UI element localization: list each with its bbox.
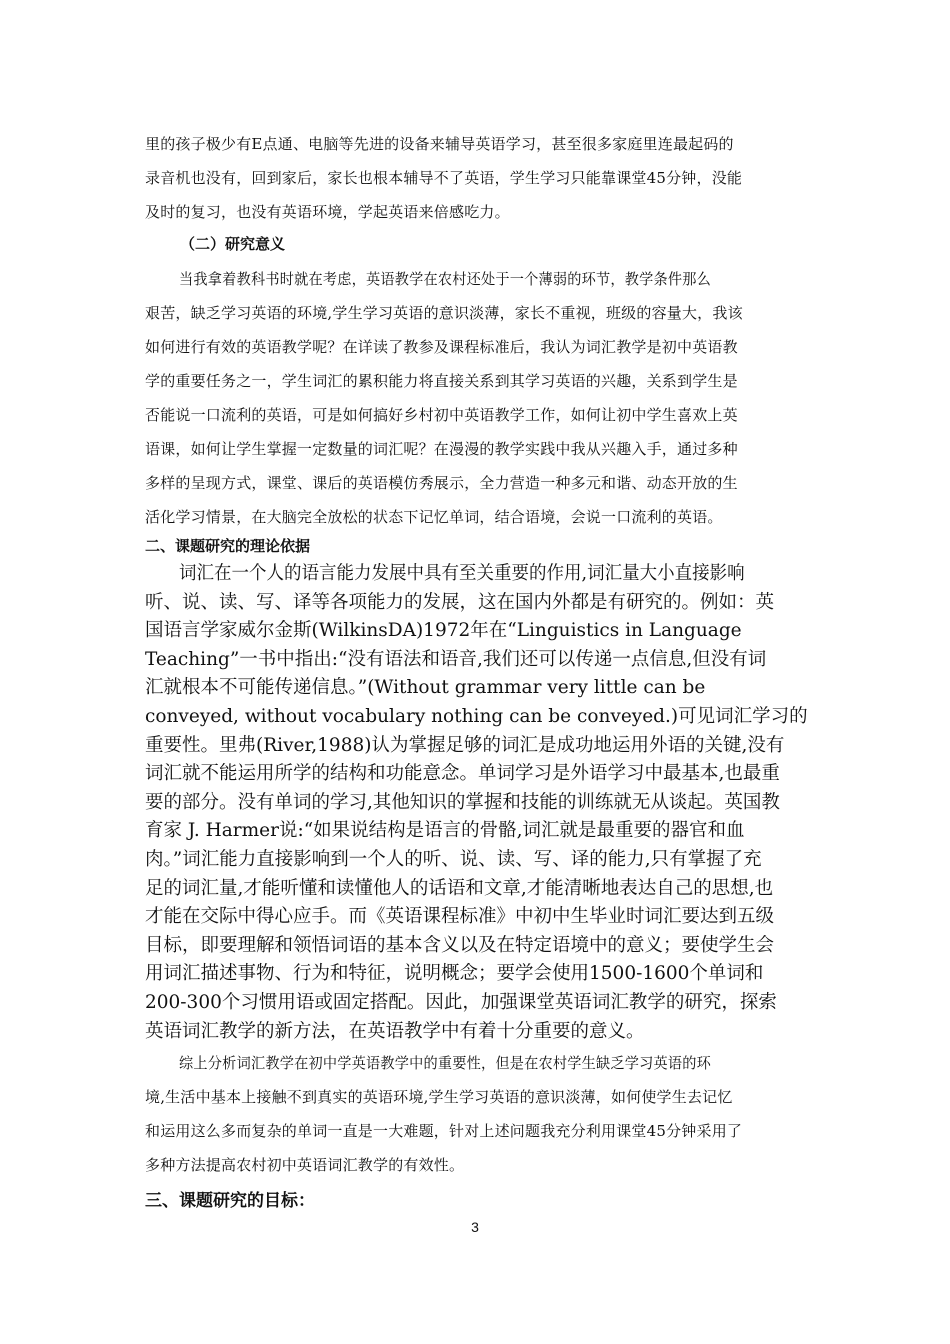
text-line: 多样的呈现方式，课堂、课后的英语模仿秀展示，全力营造一种多元和谐、动态开放的生 [145, 474, 738, 492]
text-line: 汇就根本不可能传递信息。”(Without grammar very little can be [145, 677, 706, 699]
text-line: 国语言学家威尔金斯(WilkinsDA)1972年在“Linguistics in Language [145, 620, 742, 642]
text-line: 活化学习情景，在大脑完全放松的状态下记忆单词，结合语境，会说一口流利的英语。 [145, 508, 723, 526]
text-line: 200-300个习惯用语或固定搭配。因此，加强课堂英语词汇教学的研究，探索 [145, 991, 777, 1013]
text-line: conveyed, without vocabulary nothing can be conveyed.)可见词汇学习的 [145, 705, 808, 727]
text-line: 词汇就不能运用所学的结构和功能意念。单词学习是外语学习中最基本,也最重 [145, 763, 780, 785]
summary-paragraph [145, 1046, 811, 1182]
text-line: 重要性。里弗(River,1988)认为掌握足够的词汇是成功地运用外语的关键,没有 [145, 734, 785, 756]
text-line: 才能在交际中得心应手。而《英语课程标准》中初中生毕业时词汇要达到五级 [145, 906, 775, 928]
text-line: 否能说一口流利的英语，可是如何搞好乡村初中英语教学工作，如何让初中学生喜欢上英 [145, 406, 738, 424]
text-line: 要的部分。没有单词的学习,其他知识的掌握和技能的训练就无从谈起。英国教 [145, 791, 780, 813]
significance-paragraph [145, 262, 811, 534]
text-line: 及时的复习，也没有英语环境，学起英语来倍感吃力。 [145, 203, 510, 221]
text-line: 多种方法提高农村初中英语词汇教学的有效性。 [145, 1156, 465, 1174]
text-line: 语课，如何让学生掌握一定数量的词汇呢？在漫漫的教学实践中我从兴趣入手，通过多种 [145, 440, 738, 458]
section-three-heading: 三、课题研究的目标： [145, 1191, 315, 1211]
text-line: 综上分析词汇教学在初中学英语教学中的重要性，但是在农村学生缺乏学习英语的环 [179, 1054, 712, 1072]
text-line: 境,生活中基本上接触不到真实的英语环境,学生学习英语的意识淡薄，如何使学生去记忆 [145, 1088, 733, 1106]
page-number: 3 [471, 1219, 479, 1235]
text-line: 育家 J. Harmer说:“如果说结构是语言的骨骼,词汇就是最重要的器官和血 [145, 820, 745, 842]
text-line: 和运用这么多而复杂的单词一直是一大难题，针对上述问题我充分利用课堂45分钟采用了 [145, 1122, 743, 1140]
text-line: 听、说、读、写、译等各项能力的发展，这在国内外都是有研究的。例如：英 [145, 591, 775, 613]
text-line: 词汇在一个人的语言能力发展中具有至关重要的作用,词汇量大小直接影响 [179, 563, 745, 584]
text-line: 足的词汇量,才能听懂和读懂他人的话语和文章,才能清晰地表达自己的思想,也 [145, 877, 774, 899]
text-line: 用词汇描述事物、行为和特征，说明概念；要学会使用1500-1600个单词和 [145, 963, 764, 985]
section-sub-heading: （二）研究意义 [180, 235, 286, 253]
text-line: 英语词汇教学的新方法，在英语教学中有着十分重要的意义。 [145, 1020, 645, 1042]
text-line: 里的孩子极少有E点通、电脑等先进的设备来辅导英语学习，甚至很多家庭里连最起码的 [145, 135, 734, 153]
text-line: 当我拿着教科书时就在考虑，英语教学在农村还处于一个薄弱的环节，教学条件那么 [179, 270, 712, 288]
text-line: Teaching”一书中指出:“没有语法和语音,我们还可以传递一点信息,但没有词 [145, 648, 767, 670]
text-line: 目标，即要理解和领悟词语的基本含义以及在特定语境中的意义；要使学生会 [145, 934, 775, 956]
text-line: 如何进行有效的英语教学呢？在详读了教参及课程标准后，我认为词汇教学是初中英语教 [145, 338, 738, 356]
section-two-heading: 二、课题研究的理论依据 [145, 537, 311, 555]
continuation-paragraph [145, 127, 811, 229]
text-line: 学的重要任务之一，学生词汇的累积能力将直接关系到其学习英语的兴趣，关系到学生是 [145, 372, 738, 390]
text-line: 录音机也没有，回到家后，家长也根本辅导不了英语，学生学习只能靠课堂45分钟，没能 [145, 169, 743, 187]
theory-paragraph [145, 560, 811, 1046]
text-line: 肉。”词汇能力直接影响到一个人的听、说、读、写、译的能力,只有掌握了充 [145, 848, 762, 870]
text-line: 艰苦，缺乏学习英语的环境,学生学习英语的意识淡薄，家长不重视，班级的容量大，我该 [145, 304, 743, 322]
